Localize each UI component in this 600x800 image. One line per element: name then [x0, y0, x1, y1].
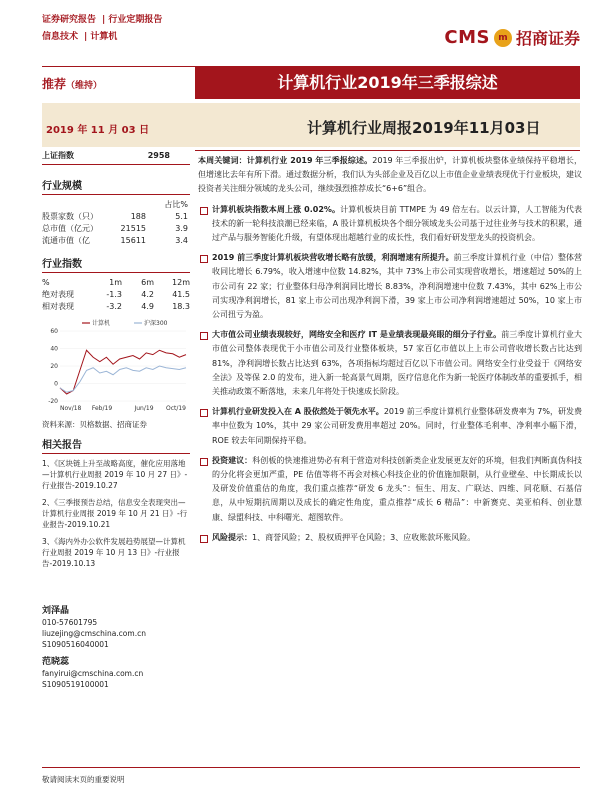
index-chart [42, 317, 190, 417]
tag-sector: 信息技术 [42, 32, 79, 42]
bullet-body: 2019 前三季度计算机行业整体研发费率为 7%，研发费率中位数为 10%，其中 29 家公司研发费用率超过 20%。同时，行业整体毛利率、净利率小幅下滑，ROE 较去年同期保持平稳。 [212, 407, 582, 445]
bullet-head: 计算机行业研发投入在 A 股依然处于领先水平。 [212, 407, 384, 417]
legend-label: 计算机 [92, 320, 111, 327]
bullet-item [198, 203, 582, 246]
y-tick-label: -20 [48, 398, 58, 405]
scale-pct: 3.9 [175, 224, 188, 233]
scale-header: 占比% [164, 200, 188, 209]
bullet-item [198, 251, 582, 322]
scale-key: 流通市值（亿 [42, 236, 90, 245]
perf-cell: -3.2 [106, 302, 122, 311]
perf-table [42, 277, 190, 313]
company-logo [444, 26, 580, 49]
rating-label: 推荐 [42, 77, 67, 91]
bullet-body: 前三季度计算机行业（中信）整体营收同比增长 6.79%，收入增速中位数 14.82%，其中 73%上市公司实现营收增长，增速超过 50%的上市公司有 22 家；行业整体归母净利润同比增长 8.83%，净利润增速中位数 7.43%，其中 62%上市公司实现净利润增长，81 家上市公司出现净利润下滑，39 家上市公司净利润增速超过 50%，10 家上市公司扭亏为盈。 [212, 253, 582, 320]
scale-title: 行业规模 [42, 177, 190, 195]
bullet-head: 大市值公司业绩表现较好，网络安全和医疗 IT 是业绩表现最亮眼的细分子行业。 [212, 330, 502, 340]
related-report-item: 3、《海内外办公软件发展趋势展望—计算机行业周报 2019 年 10 月 13 日》-行业报告-2019.10.13 [42, 537, 186, 568]
author-phone: 010-57601795 [42, 618, 98, 627]
x-tick-label: Feb/19 [91, 405, 113, 412]
scale-row [42, 223, 190, 235]
related-title: 相关报告 [42, 436, 190, 454]
report-tags [42, 12, 168, 46]
scale-value: 188 [130, 212, 146, 221]
rating-status: （维持） [66, 81, 103, 91]
author-cert-id: S1090516040001 [42, 640, 109, 649]
perf-row [42, 289, 190, 301]
authors [42, 605, 190, 690]
lead-body: 2019 年三季报出炉，计算机板块整体业绩保持平稳增长，但增速比去年有所下滑。通过数据分析，我们认为头部企业及百亿以上市值企业业绩表现优于行业板块，建议投资者关注细分领域的龙头公司，继续强烈推荐成长“6+6”组合。 [198, 156, 582, 194]
logo-cms: CMS [444, 27, 490, 48]
y-tick-label: 0 [54, 380, 58, 388]
y-tick-label: 20 [50, 363, 58, 370]
perf-col-head: 12m [172, 278, 190, 287]
footer-note: 敬请阅读末页的重要说明 [42, 767, 580, 785]
scale-row [42, 211, 190, 223]
perf-cell: 4.9 [141, 302, 154, 311]
bullet-item [198, 454, 582, 525]
perf-title: 行业指数 [42, 255, 190, 273]
perf-cell: -1.3 [106, 290, 122, 299]
scale-value: 21515 [120, 224, 146, 233]
index-value: 2958 [147, 151, 170, 160]
bullet-body: 前三季度计算机行业大市值公司整体表现优于小市值公司及行业整体板块，57 家百亿市值以上上市公司营收增长数占比达到 81%，净利润增长数占比达到 63%，各项指标均超过百亿以下市值公司。网络安全行业受益于《网络安全法》及等保 2.0 的发布，进入新一轮高景气周期，医疗信息化作为新一轮医疗体制改革的重要抓手，相关推动政策不断落地，未来几年将处于快速成长阶段。 [212, 330, 582, 397]
logo-emblem-icon: m [494, 29, 512, 47]
scale-pct: 5.1 [175, 212, 188, 221]
x-tick-label: Nov/18 [60, 405, 82, 412]
sidebar [42, 150, 190, 696]
x-tick-label: Jun/19 [134, 405, 154, 412]
scale-value: 15611 [120, 236, 146, 245]
author-email[interactable]: liuzejing@cmschina.com.cn [42, 629, 146, 638]
report-date: 2019 年 11 月 03 日 [46, 125, 150, 136]
series-line-1 [60, 366, 186, 392]
bullet-body: 1、商誉风险；2、股权质押平仓风险；3、应收账款坏账风险。 [252, 532, 476, 542]
scale-key: 股票家数（只） [42, 212, 98, 221]
related-reports [42, 458, 190, 569]
perf-cell: 绝对表现 [42, 290, 74, 299]
perf-col-head: 6m [141, 278, 154, 287]
y-tick-label: 60 [50, 328, 58, 335]
bullet-body: 科创板的快速推进势必有利于营造对科技创新类企业发展更友好的环境，但我们判断真伪科技的分化将会更加严重，PE 估值等将不再会对核心科技企业的价值施加限制，从行业壁垒、中长期成长以及研发价值重估的角度，我们重点推荐“研发 6 龙头”：恒生、用友、广联达、四维、同花顺、石基信息，从中短期抗周期以及成长的确定性角度，重点推荐“成长 6 精品”：中新赛克、美亚柏科、创业慧康、绿盟科技、中科曙光、超图软件。 [212, 455, 583, 522]
tag-industry: | 计算机 [84, 32, 118, 42]
chart-source: 资料来源：贝格数据、招商证券 [42, 420, 147, 429]
author-name: 范晓蕊 [42, 657, 70, 667]
author-name: 刘泽晶 [42, 606, 70, 616]
scale-pct: 3.4 [175, 236, 188, 245]
perf-cell: 相对表现 [42, 302, 74, 311]
logo-cn: 招商证券 [515, 29, 580, 48]
index-label: 上证指数 [42, 151, 74, 160]
perf-col-head: 1m [109, 278, 122, 287]
perf-col-head: % [42, 278, 50, 287]
related-report-item: 1、《区块链上升至战略高度，催化应用落地—计算机行业周报 2019 年 10 月 27 日》-行业报告-2019.10.27 [42, 459, 188, 490]
perf-row [42, 301, 190, 313]
perf-cell: 18.3 [172, 302, 190, 311]
bullet-head: 计算机板块指数本周上涨 0.02%。 [212, 204, 341, 214]
related-report-item: 2、《三季报预告总结，信息安全表现突出—计算机行业周报 2019 年 10 月 21 日》-行业报告-2019.10.21 [42, 498, 188, 529]
lead-title: 本周关键词：计算机行业 2019 年三季报综述。 [198, 156, 373, 165]
scale-key: 总市值（亿元） [42, 224, 98, 233]
main-content [198, 154, 582, 551]
bullet-head: 风险提示： [212, 532, 252, 542]
bullet-head: 投资建议： [212, 455, 253, 465]
perf-cell: 4.2 [141, 290, 154, 299]
scale-table [42, 211, 190, 247]
bullet-list [198, 203, 582, 545]
series-line-0 [60, 350, 186, 394]
author-cert-id: S1090519100001 [42, 680, 109, 689]
date-bar [42, 103, 580, 147]
bullet-body: 计算机板块目前 TTMPE 为 49 倍左右。以云计算，人工智能为代表技术的新一轮科技浪潮已经来临，A 股计算机板块各个细分领域龙头公司基于过往业务与技术的积累，通过产品与服务智能化升级，有望体现出超越行业的成长性，我们看好研发型龙头的投资机会。 [212, 204, 582, 243]
author-email[interactable]: fanyirui@cmschina.com.cn [42, 669, 144, 678]
report-title: 计算机行业2019年三季报综述 [195, 66, 580, 99]
lead-paragraph [198, 154, 582, 197]
perf-header [42, 277, 190, 289]
bullet-item [198, 328, 582, 399]
index-row [42, 150, 190, 165]
tag-report-sub: | 行业定期报告 [102, 15, 163, 25]
bullet-item [198, 405, 582, 448]
perf-cell: 41.5 [172, 290, 190, 299]
report-subtitle: 计算机行业周报2019年11月03日 [307, 119, 541, 137]
scale-row [42, 235, 190, 247]
index-chart-svg [42, 317, 190, 417]
x-tick-label: Oct/19 [165, 405, 186, 412]
bullet-item [198, 531, 582, 545]
author-block [42, 605, 190, 650]
bullet-head: 2019 前三季度计算机板块营收增长略有放缓，利润增速有所提升。 [212, 253, 454, 263]
y-tick-label: 40 [50, 345, 58, 353]
author-block [42, 656, 190, 690]
legend-label: 沪深300 [144, 320, 168, 327]
divider [195, 150, 580, 151]
tag-report-type: 证券研究报告 [42, 15, 97, 25]
